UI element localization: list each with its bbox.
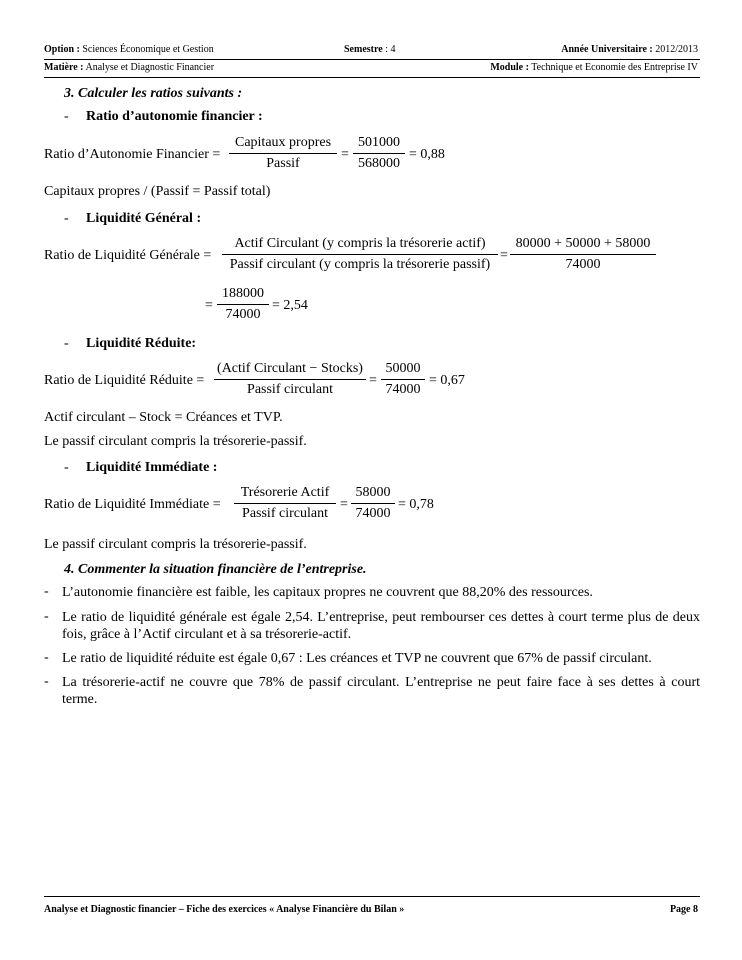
- fraction-numerator: Capitaux propres: [229, 135, 337, 154]
- bullet: -: [64, 336, 69, 351]
- fraction-numerator: Actif Circulant (y compris la trésorerie actif): [222, 236, 498, 255]
- bullet: -: [64, 211, 69, 226]
- footer-rule: [44, 896, 700, 897]
- reduite-values-fraction: [381, 361, 425, 398]
- reduite-fraction: [214, 361, 366, 398]
- fraction-numerator: 58000: [351, 485, 395, 504]
- bullet: -: [44, 609, 49, 624]
- comment-item: Le ratio de liquidité générale est égale 2,54. L’entreprise, peut rembourser ces dettes à court terme plus de deux fois, grâce à l’Actif circulant et à sa trésorerie-actif.: [62, 610, 700, 642]
- generale-heading: Liquidité Général :: [86, 211, 202, 226]
- reduite-result: = 0,67: [429, 373, 465, 388]
- immediate-note: Le passif circulant compris la trésorerie-passif.: [44, 537, 307, 552]
- autonomie-note: Capitaux propres / (Passif = Passif total): [44, 184, 271, 199]
- reduite-note-1: Actif circulant – Stock = Créances et TVP.: [44, 410, 283, 425]
- section-3-title: 3. Calculer les ratios suivants :: [64, 86, 243, 101]
- equals-sign: =: [341, 147, 349, 162]
- autonomie-values-fraction: [353, 135, 405, 172]
- header-annee: Année Universitaire : 2012/2013: [561, 44, 698, 55]
- equals-sign: =: [205, 298, 213, 313]
- fraction-numerator: 50000: [381, 361, 425, 380]
- generale-values-fraction: [510, 236, 656, 273]
- bullet: -: [64, 109, 69, 124]
- generale-fraction: [222, 236, 498, 273]
- equals-sign: =: [340, 497, 348, 512]
- comment-item: Le ratio de liquidité réduite est égale 0,67 : Les créances et TVP ne couvrent que 67% de passif circulant.: [62, 651, 652, 666]
- autonomie-fraction: [229, 135, 337, 172]
- fraction-numerator: 501000: [353, 135, 405, 154]
- comment-item: La trésorerie-actif ne couvre que 78% de passif circulant. L’entreprise ne peut faire face à ses dettes à court terme.: [62, 675, 700, 707]
- immediate-heading: Liquidité Immédiate :: [86, 460, 218, 475]
- reduite-note-2: Le passif circulant compris la trésorerie-passif.: [44, 434, 307, 449]
- generale-result: = 2,54: [272, 298, 308, 313]
- equals-sign: =: [369, 373, 377, 388]
- header-option: Option : Sciences Économique et Gestion: [44, 44, 214, 55]
- bullet: -: [44, 584, 49, 599]
- bullet: -: [44, 650, 49, 665]
- immediate-values-fraction: [351, 485, 395, 522]
- fraction-denominator: Passif circulant: [242, 506, 328, 521]
- generale-formula-label: Ratio de Liquidité Générale =: [44, 248, 212, 263]
- footer-left: Analyse et Diagnostic financier – Fiche des exercices « Analyse Financière du Bilan »: [44, 904, 405, 915]
- fraction-denominator: 74000: [565, 257, 601, 272]
- reduite-heading: Liquidité Réduite:: [86, 336, 197, 351]
- autonomie-formula-label: Ratio d’Autonomie Financier =: [44, 147, 221, 162]
- fraction-denominator: 74000: [355, 506, 391, 521]
- immediate-formula-label: Ratio de Liquidité Immédiate =: [44, 497, 221, 512]
- fraction-denominator: 74000: [385, 382, 421, 397]
- header-semestre: Semestre : 4: [344, 44, 396, 55]
- bullet: -: [44, 674, 49, 689]
- fraction-denominator: Passif circulant: [247, 382, 333, 397]
- immediate-result: = 0,78: [398, 497, 434, 512]
- fraction-denominator: Passif: [266, 156, 300, 171]
- autonomie-heading: Ratio d’autonomie financier :: [86, 109, 263, 124]
- fraction-numerator: 188000: [217, 286, 269, 305]
- fraction-numerator: 80000 + 50000 + 58000: [510, 236, 656, 255]
- bullet: -: [64, 460, 69, 475]
- header-matiere: Matière : Analyse et Diagnostic Financier: [44, 62, 215, 73]
- header-rule-1: [44, 59, 700, 60]
- equals-sign: =: [500, 248, 508, 263]
- fraction-denominator: 568000: [358, 156, 400, 171]
- immediate-fraction: [234, 485, 336, 522]
- header-rule-2: [44, 77, 700, 78]
- header-module: Module : Technique et Economie des Entreprise IV: [490, 62, 698, 73]
- fraction-numerator: Trésorerie Actif: [234, 485, 336, 504]
- autonomie-result: = 0,88: [409, 147, 445, 162]
- reduite-formula-label: Ratio de Liquidité Réduite =: [44, 373, 205, 388]
- fraction-denominator: 74000: [225, 307, 261, 322]
- generale-total-fraction: [217, 286, 269, 323]
- section-4-title: 4. Commenter la situation financière de l’entreprise.: [64, 562, 367, 577]
- footer-page-number: Page 8: [669, 904, 698, 915]
- fraction-numerator: (Actif Circulant − Stocks): [214, 361, 366, 380]
- fraction-denominator: Passif circulant (y compris la trésorerie passif): [229, 257, 491, 272]
- comment-item: L’autonomie financière est faible, les capitaux propres ne couvrent que 88,20% des ressources.: [62, 585, 593, 600]
